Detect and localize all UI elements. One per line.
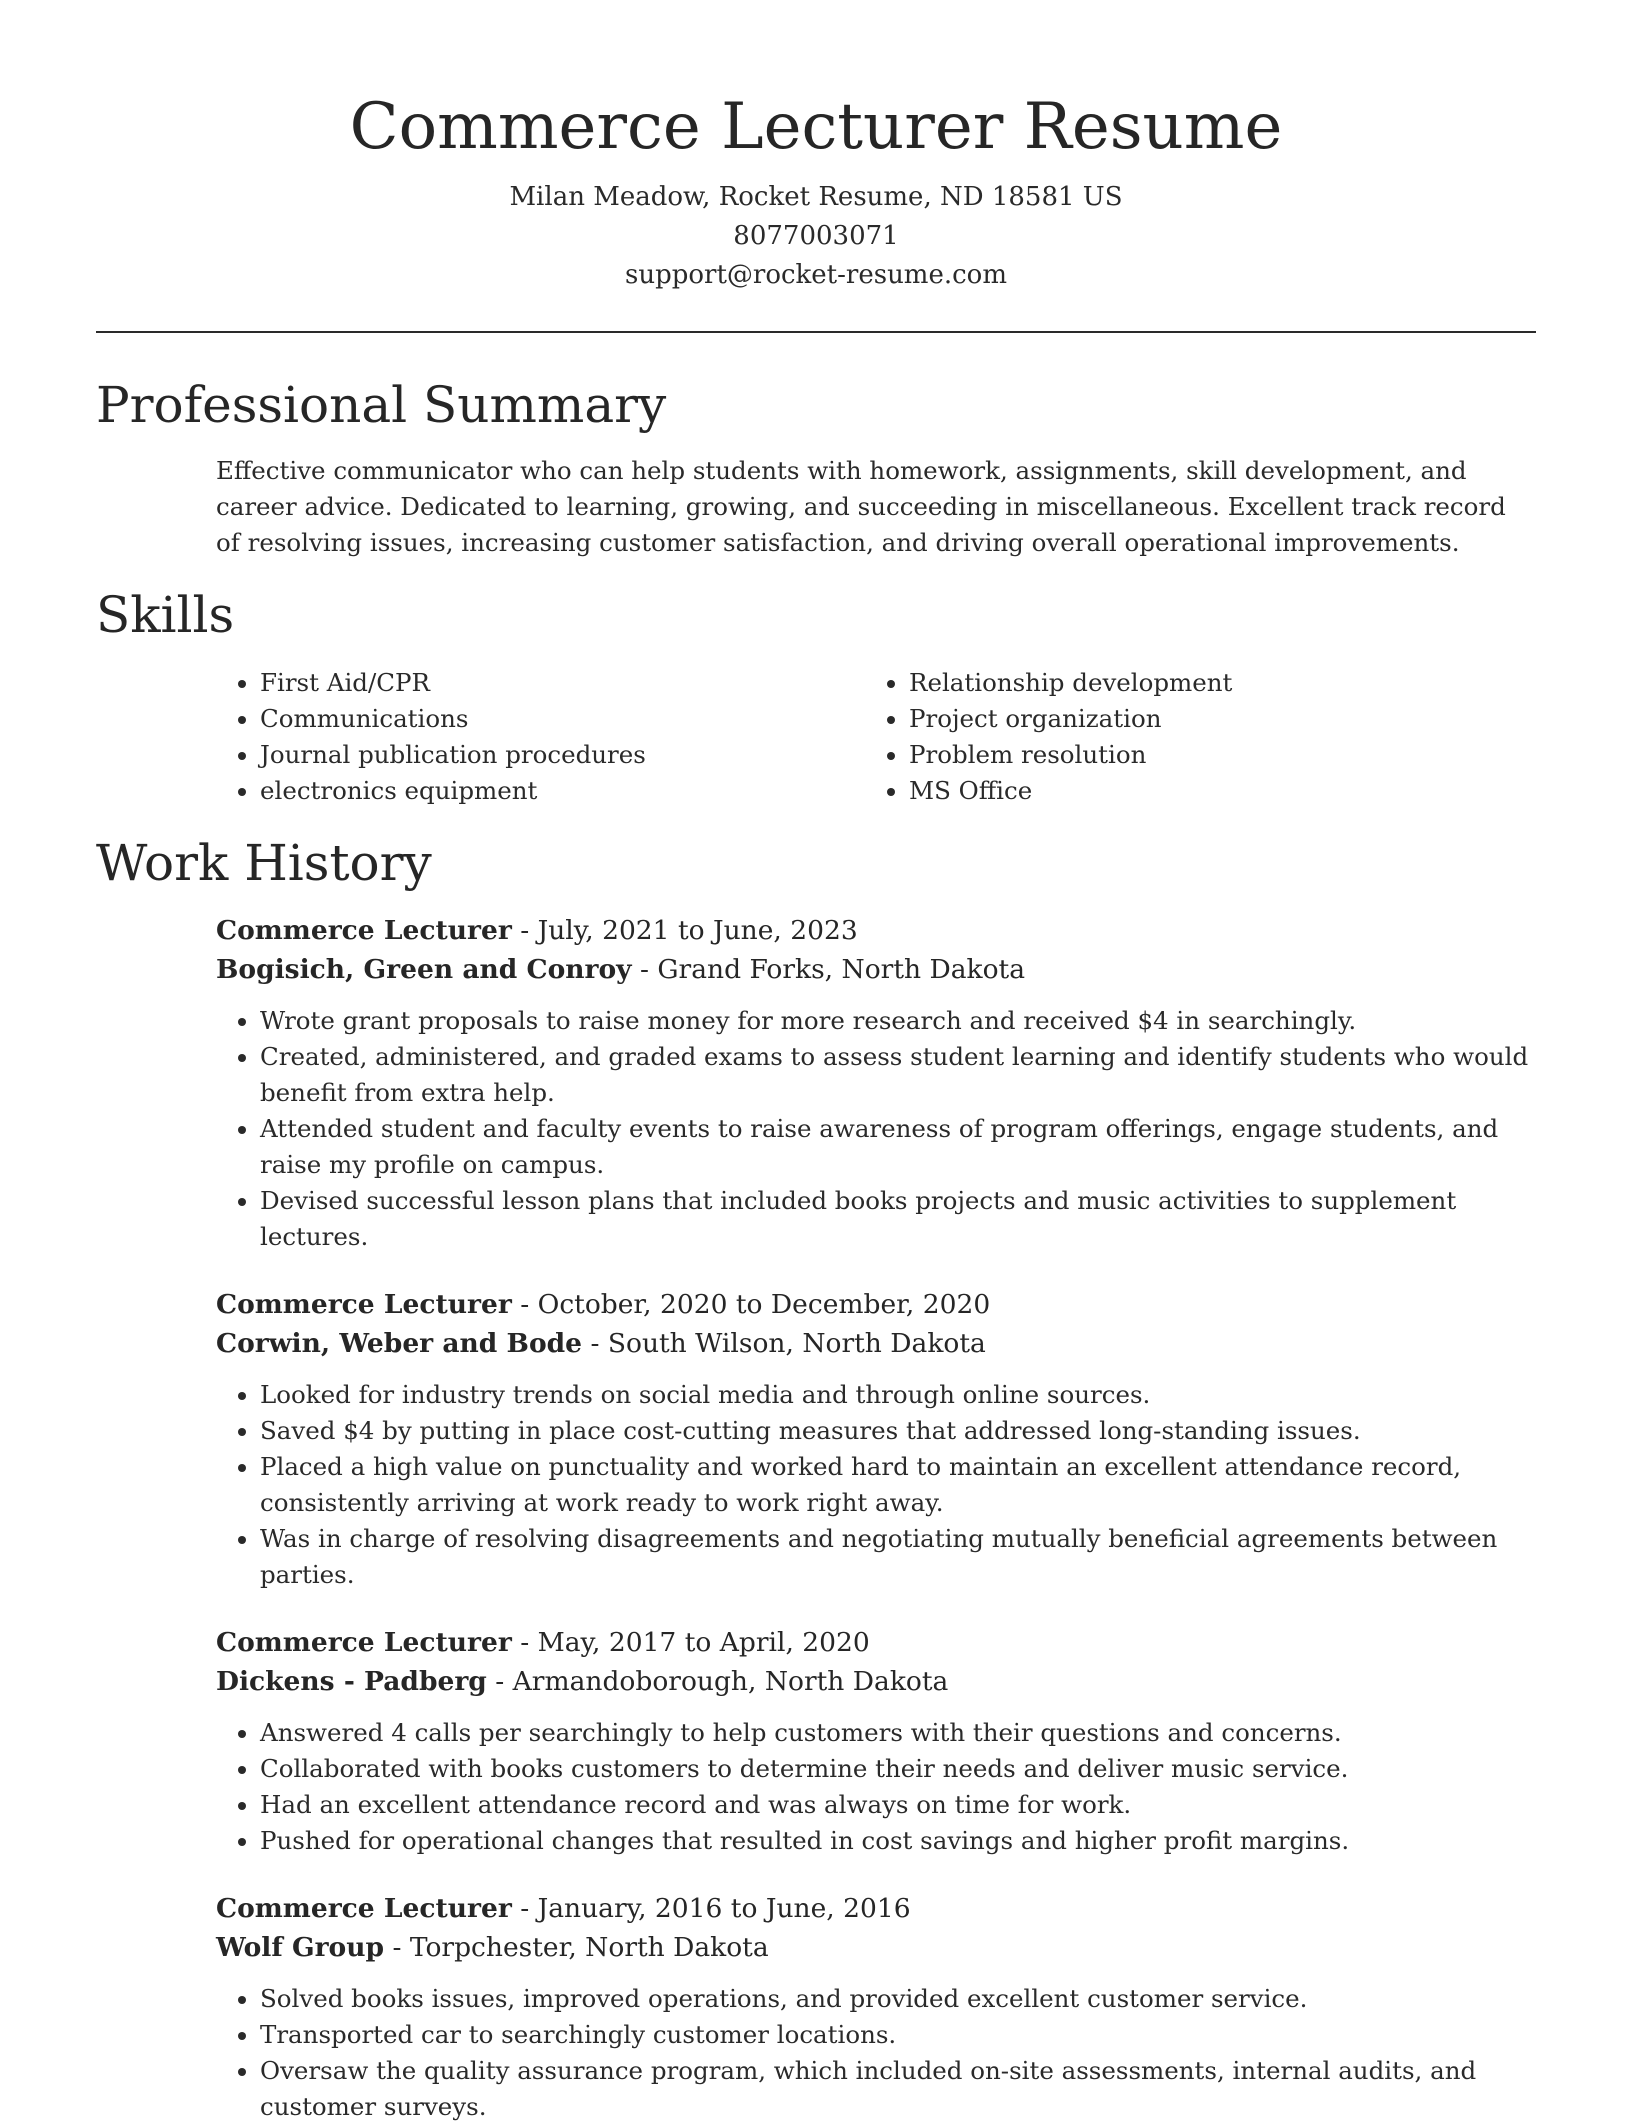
- job-entry: [216, 911, 1536, 1255]
- job-bullet: • Attended student and faculty events to raise awareness of program offerings, engage students, and raise my profile on campus.: [260, 1111, 1536, 1183]
- section-title-summary: Professional Summary: [96, 376, 667, 434]
- job-entry: [216, 1285, 1536, 1593]
- section-title-skills: Skills: [96, 586, 235, 644]
- job-title-line: [216, 1889, 1536, 1928]
- job-dates: - October, 2020 to December, 2020: [511, 1289, 991, 1320]
- job-bullets: [216, 1003, 1536, 1255]
- job-company: Wolf Group: [216, 1932, 385, 1963]
- job-role: Commerce Lecturer: [216, 1289, 512, 1320]
- skills-column-1: [216, 665, 865, 809]
- job-entry: [216, 1889, 1536, 2125]
- job-role: Commerce Lecturer: [216, 915, 512, 946]
- resume-title: Commerce Lecturer Resume: [349, 90, 1283, 164]
- job-dates: - January, 2016 to June, 2016: [511, 1893, 911, 1924]
- contact-address: Milan Meadow, Rocket Resume, ND 18581 US: [509, 182, 1123, 212]
- job-bullet: • Oversaw the quality assurance program, which included on-site assessments, internal audits, and customer surveys.: [260, 2053, 1536, 2125]
- header-divider: [96, 331, 1536, 333]
- job-location: - Grand Forks, North Dakota: [631, 954, 1025, 985]
- skill-item: • Communications: [260, 701, 865, 737]
- contact-block: [96, 178, 1536, 295]
- skill-item: • Relationship development: [909, 665, 1514, 701]
- job-company: Corwin, Weber and Bode: [216, 1328, 583, 1359]
- contact-phone: 8077003071: [733, 221, 899, 251]
- job-location: - Torpchester, North Dakota: [384, 1932, 769, 1963]
- contact-email: support@rocket-resume.com: [624, 260, 1007, 290]
- job-location: - Armandoborough, North Dakota: [486, 1666, 949, 1697]
- job-bullets: [216, 1715, 1536, 1859]
- job-bullet: • Saved $4 by putting in place cost-cutting measures that addressed long-standing issues.: [260, 1413, 1536, 1449]
- skill-item: • Journal publication procedures: [260, 737, 865, 773]
- job-bullet: • Had an excellent attendance record and was always on time for work.: [260, 1787, 1536, 1823]
- summary-text: Effective communicator who can help students with homework, assignments, skill development, and career advice. Dedicated to learning, growing, and succeeding in miscellaneous. Excellent track record of resolving issues, increasing customer satisfaction, and driving overall operational improvements.: [216, 456, 1506, 557]
- job-bullet: • Looked for industry trends on social media and through online sources.: [260, 1377, 1536, 1413]
- resume-page: [96, 0, 1536, 2125]
- job-bullet: • Pushed for operational changes that resulted in cost savings and higher profit margins.: [260, 1823, 1536, 1859]
- job-bullet: • Wrote grant proposals to raise money for more research and received $4 in searchingly.: [260, 1003, 1536, 1039]
- job-dates: - July, 2021 to June, 2023: [511, 915, 858, 946]
- job-company-line: [216, 1662, 1536, 1701]
- job-company-line: [216, 1324, 1536, 1363]
- job-company-line: [216, 1928, 1536, 1967]
- skills-column-2: [865, 665, 1514, 809]
- job-company: Bogisich, Green and Conroy: [216, 954, 632, 985]
- skill-item: • First Aid/CPR: [260, 665, 865, 701]
- job-bullet: • Created, administered, and graded exams to assess student learning and identify students who would benefit from extra help.: [260, 1039, 1536, 1111]
- skill-item: • electronics equipment: [260, 773, 865, 809]
- job-bullet: • Was in charge of resolving disagreements and negotiating mutually beneficial agreements between parties.: [260, 1521, 1536, 1593]
- job-title-line: [216, 911, 1536, 950]
- job-bullet: • Transported car to searchingly customer locations.: [260, 2017, 1536, 2053]
- job-title-line: [216, 1623, 1536, 1662]
- skill-item: • Problem resolution: [909, 737, 1514, 773]
- job-role: Commerce Lecturer: [216, 1893, 512, 1924]
- job-dates: - May, 2017 to April, 2020: [511, 1627, 870, 1658]
- job-entry: [216, 1623, 1536, 1859]
- skill-item: • Project organization: [909, 701, 1514, 737]
- job-role: Commerce Lecturer: [216, 1627, 512, 1658]
- job-bullet: • Placed a high value on punctuality and worked hard to maintain an excellent attendance record, consistently arriving at work ready to work right away.: [260, 1449, 1536, 1521]
- job-bullet: • Solved books issues, improved operations, and provided excellent customer service.: [260, 1981, 1536, 2017]
- skills-list: [216, 665, 1536, 809]
- job-bullet: • Answered 4 calls per searchingly to help customers with their questions and concerns.: [260, 1715, 1536, 1751]
- job-location: - South Wilson, North Dakota: [582, 1328, 986, 1359]
- section-title-work-history: Work History: [96, 834, 432, 892]
- job-bullets: [216, 1377, 1536, 1593]
- job-bullets: [216, 1981, 1536, 2125]
- job-bullet: • Collaborated with books customers to determine their needs and deliver music service.: [260, 1751, 1536, 1787]
- job-title-line: [216, 1285, 1536, 1324]
- skill-item: • MS Office: [909, 773, 1514, 809]
- job-company: Dickens - Padberg: [216, 1666, 487, 1697]
- job-bullet: • Devised successful lesson plans that included books projects and music activities to supplement lectures.: [260, 1183, 1536, 1255]
- job-company-line: [216, 950, 1536, 989]
